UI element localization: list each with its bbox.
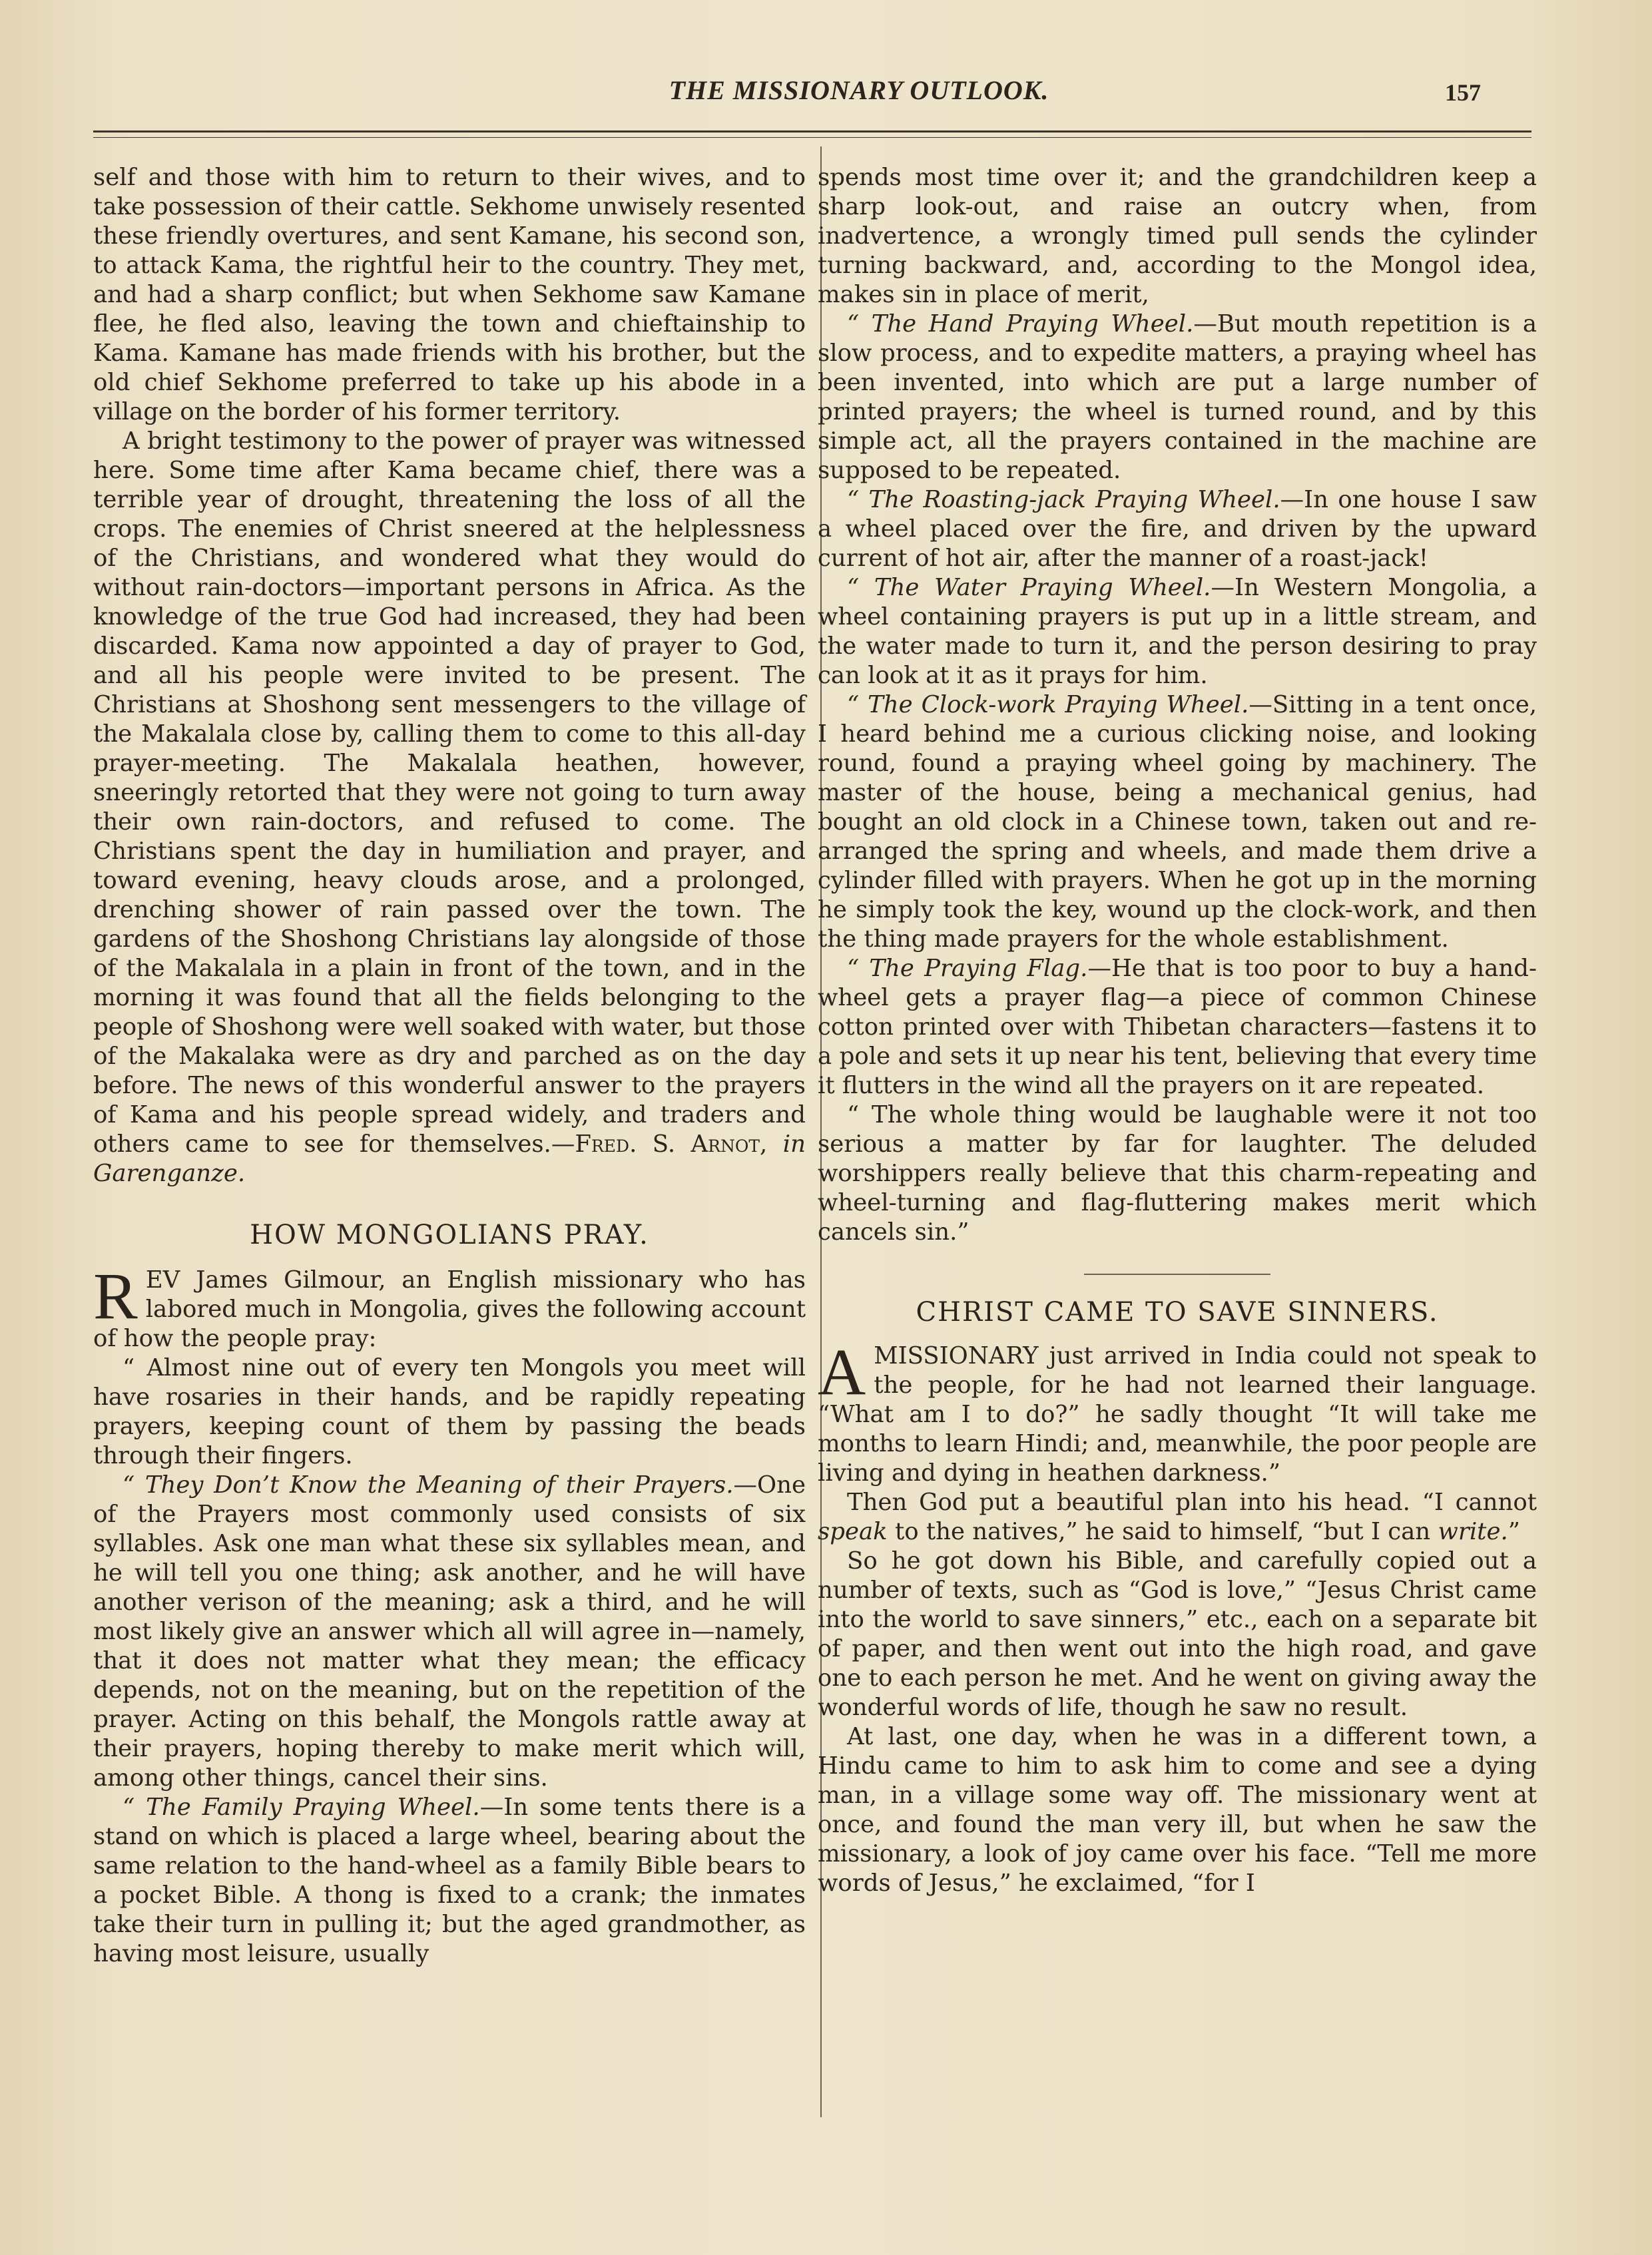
paragraph — [818, 310, 1537, 485]
section-heading: CHRIST CAME TO SAVE SINNERS. — [916, 1297, 1439, 1328]
paragraph-text: —He that is too poor to buy a hand-wheel gets a prayer flag—a piece of common Chinese cotton printed over with Thibetan characters—fastens it to a pole and sets it up near his tent, believing that every time it flutters in the wind all the prayers on it are repeated. — [818, 955, 1537, 1099]
paragraph — [818, 485, 1537, 573]
paragraph-text: —In some tents there is a stand on which is placed a large wheel, bearing about the same relation to the hand-wheel as a family Bible bears to a pocket Bible. A thong is fixed to a crank; the inmates take their turn in pulling it; but the aged grandmother, as having most leisure, usually — [93, 1794, 806, 1967]
paragraph: “ Almost nine out of every ten Mongols you meet will have rosaries in their hands, and be rapidly repeating prayers, keeping count of them by passing the beads through their fingers. — [93, 1354, 806, 1469]
emphasis-italic: write. — [1438, 1518, 1508, 1545]
running-title: THE MISSIONARY OUTLOOK. — [669, 75, 1049, 105]
credit-dash: — — [551, 1130, 575, 1158]
subheading-italic: “ The Family Praying Wheel. — [123, 1794, 480, 1821]
subheading-italic: “ They Don’t Know the Meaning of their Prayers. — [123, 1471, 734, 1499]
paragraph-text: MISSIONARY just arrived in India could not speak to the people, for he had not learned their language. “What am I to do?” he sadly thought “It will take me months to learn Hindi; and, meanwhile, the poor people are living and dying in heathen darkness.” — [818, 1342, 1537, 1487]
author-credit: Fred. S. Arnot, — [575, 1130, 768, 1158]
header-rule-thick — [93, 130, 1531, 132]
paragraph: “ The whole thing would be laughable were it not too serious a matter by far for laughter. The deluded worshippers really believe that this charm-repeating and wheel-turning and flag-fluttering makes merit which cancels sin.” — [818, 1101, 1537, 1246]
subheading-italic: “ The Praying Flag. — [847, 955, 1088, 982]
subheading-italic: “ The Hand Praying Wheel. — [847, 310, 1194, 338]
paragraph — [818, 1335, 1537, 1488]
subheading-italic: “ The Water Praying Wheel. — [847, 574, 1211, 601]
source-credit: in Garenganze. — [93, 1130, 806, 1187]
page-number: 157 — [1445, 79, 1481, 106]
paragraph: So he got down his Bible, and carefully copied out a number of texts, such as “God is love,” “Jesus Christ came into the world to save sinners,” etc., each on a separate bit of paper, and then went out into the high road, and gave one to each person he met. And he went on giving away the wonderful words of life, though he saw no result. — [818, 1547, 1537, 1721]
paragraph: spends most time over it; and the grandchildren keep a sharp look-out, and raise an outcry when, from inadvertence, a wrongly timed pull sends the cylinder turning backward, and, according to the Mongol idea, makes sin in place of merit, — [818, 164, 1537, 308]
drop-cap: R — [93, 1259, 138, 1333]
section-separator — [1084, 1274, 1270, 1275]
paragraph — [93, 1793, 806, 1969]
paragraph-text: A bright testimony to the power of prayer was witnessed here. Some time after Kama became chief, there was a terrible year of drought, threatening the loss of all the crops. The enemies of Christ sneered at the helplessness of the Christians, and wondered what they would do without rain-doctors—important persons in Africa. As the knowledge of the true God had increased, they had been discarded. Kama now appointed a day of prayer to God, and all his people were invited to be present. The Christians at Shoshong sent messengers to the village of the Makalala close by, calling them to come to this all-day prayer-meeting. The Makalala heathen, however, sneeringly retorted that they were not going to turn away their own rain-doctors, and refused to come. The Christians spent the day in humiliation and prayer, and toward evening, heavy clouds arose, and a prolonged, drenching shower of rain passed over the town. The gardens of the Shoshong Christians lay alongside of those of the Makalala in a plain in front of the town, and in the morning it was found that all the fields belonging to the people of Shoshong were well soaked with water, but those of the Makalaka were as dry and parched as on the day before. The news of this wonderful answer to the prayers of Kama and his people spread widely, and traders and others came to see for themselves. — [93, 427, 806, 1158]
paragraph-text: —Sitting in a tent once, I heard behind me a curious clicking noise, and looking round, found a praying wheel going by machinery. The master of the house, being a mechanical genius, had bought an old clock in a Chinese town, taken out and re-arranged the spring and wheels, and made them drive a cylinder filled with prayers. When he got up in the morning he simply took the key, wound up the clock-work, and then the thing made prayers for the whole establishment. — [818, 691, 1537, 953]
paragraph-text: —In one house I saw a wheel placed over the fire, and driven by the upward current of hot air, after the manner of a roast-jack! — [818, 486, 1537, 572]
paragraph-text: Then God put a beautiful plan into his head. “I cannot — [847, 1489, 1537, 1516]
paragraph — [818, 954, 1537, 1101]
paragraph: At last, one day, when he was in a different town, a Hindu came to him to ask him to come and see a dying man, in a village some way off. The missionary went at once, and found the man very ill, but when he saw the missionary, a look of joy came over his face. “Tell me more words of Jesus,” he exclaimed, “for I — [818, 1723, 1537, 1897]
paragraph — [93, 427, 806, 1188]
header-rule-thin — [93, 137, 1531, 138]
paragraph-text: EV James Gilmour, an English missionary who has labored much in Mongolia, gives the following account of how the people pray: — [93, 1266, 806, 1352]
left-column — [93, 163, 806, 1969]
drop-cap: A — [818, 1335, 866, 1409]
paragraph — [818, 1488, 1537, 1547]
paragraph-text: —One of the Prayers most commonly used consists of six syllables. Ask one man what these six syllables mean, and he will tell you one thing; ask another, and he will have another verison of the meaning; ask a third, and he will most likely give an answer which all will agree in—namely, that it does not matter what they mean; the efficacy depends, not on the meaning, but on the repetition of the prayer. Acting on this behalf, the Mongols rattle away at their prayers, hoping thereby to make merit which will, among other things, cancel their sins. — [93, 1471, 806, 1792]
paragraph-text: ” — [1508, 1518, 1520, 1545]
paragraph-text: —But mouth repetition is a slow process, and to expedite matters, a praying wheel has been invented, into which are put a large number of printed prayers; the wheel is turned round, and by this simple act, all the prayers contained in the machine are supposed to be repeated. — [818, 310, 1537, 484]
paragraph-text: —In Western Mongolia, a wheel containing prayers is put up in a little stream, and the water made to turn it, and the person desiring to pray can look at it as it prays for him. — [818, 574, 1537, 689]
subheading-italic: “ The Clock-work Praying Wheel. — [847, 691, 1249, 718]
paragraph-text: to the natives,” he said to himself, “but I can — [894, 1518, 1431, 1545]
subheading-italic: “ The Roasting-jack Praying Wheel. — [847, 486, 1280, 513]
running-head — [93, 75, 1492, 115]
paragraph — [93, 1471, 806, 1793]
paragraph — [93, 1259, 806, 1354]
paragraph: self and those with him to return to their wives, and to take possession of their cattle. Sekhome unwisely resented these friendly overtures, and sent Kamane, his second son, to attack Kama, the rightful heir to the country. They met, and had a sharp conflict; but when Sekhome saw Kamane flee, he fled also, leaving the town and chieftainship to Kama. Kamane has made friends with his brother, but the old chief Sekhome preferred to take up his abode in a village on the border of his former territory. — [93, 164, 806, 425]
paragraph — [818, 690, 1537, 954]
section-heading: HOW MONGOLIANS PRAY. — [250, 1220, 649, 1250]
right-column — [818, 163, 1537, 1898]
emphasis-italic: speak — [818, 1518, 888, 1545]
paragraph — [818, 573, 1537, 690]
